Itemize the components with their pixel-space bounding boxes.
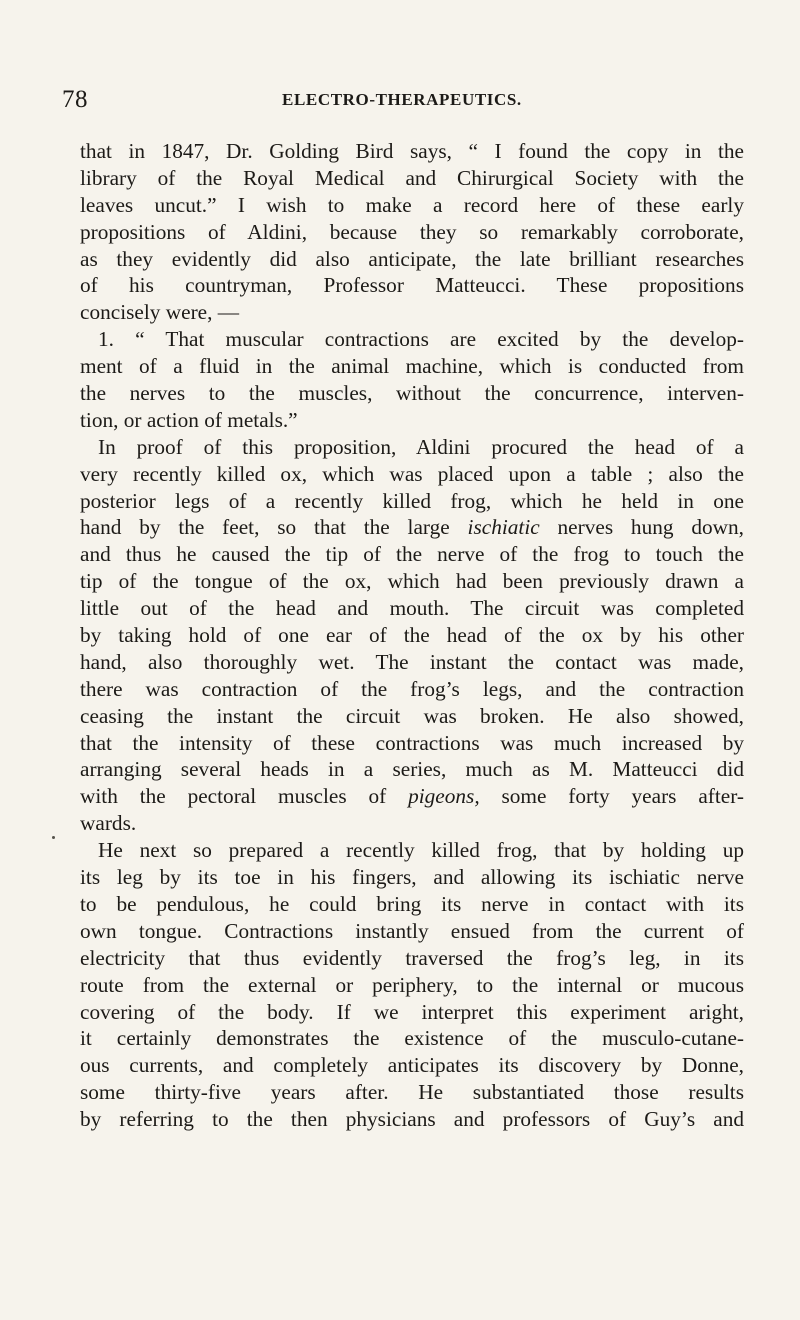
text-line: ceasing the instant the circuit was broken. He also showed, [80, 703, 744, 728]
running-title: ELECTRO-THERAPEUTICS. [282, 90, 522, 109]
text-line [80, 783, 744, 810]
text-line: covering of the body. If we interpret this experiment aright, [80, 999, 744, 1024]
text-line: to be pendulous, he could bring its nerve in contact with its [80, 891, 744, 916]
running-head [62, 86, 732, 116]
text-segment: some forty years after- [479, 784, 744, 809]
numbered-proposition: 1. “ That muscular contractions are excited by the develop- [98, 327, 744, 352]
text-line: by taking hold of one ear of the head of the ox by his other [80, 623, 744, 648]
text-line: ment of a fluid in the animal machine, which is conducted from [80, 354, 744, 379]
text-segment: hand by the feet, so that the large [80, 515, 468, 540]
paragraph-start: He next so prepared a recently killed frog, that by holding up [98, 838, 744, 863]
text-line: its leg by its toe in his fingers, and allowing its ischiatic nerve [80, 865, 744, 890]
page-number: 78 [62, 86, 88, 113]
text-line: route from the external or periphery, to the internal or mucous [80, 972, 744, 997]
text-line: tip of the tongue of the ox, which had been previously drawn a [80, 569, 744, 594]
text-line [80, 514, 744, 541]
text-line: posterior legs of a recently killed frog, which he held in one [80, 488, 744, 513]
text-line: and thus he caused the tip of the nerve of the frog to touch the [80, 542, 744, 567]
italic-term: ischiatic [467, 515, 540, 540]
paragraph-start: In proof of this proposition, Aldini procured the head of a [98, 434, 744, 459]
italic-term: pigeons, [408, 784, 480, 809]
text-line: concisely were, — [80, 300, 240, 325]
text-line: that in 1847, Dr. Golding Bird says, “ I found the copy in the [80, 139, 744, 163]
text-line: by referring to the then physicians and professors of Guy’s and [80, 1107, 744, 1132]
text-line: tion, or action of metals.” [80, 407, 298, 432]
text-line: of his countryman, Professor Matteucci. These propositions [80, 273, 744, 298]
margin-dot [52, 836, 55, 839]
text-line: some thirty-five years after. He substantiated those results [80, 1080, 744, 1105]
text-line: hand, also thoroughly wet. The instant the contact was made, [80, 649, 744, 674]
text-line: library of the Royal Medical and Chirurgical Society with the [80, 165, 744, 190]
body-text [80, 138, 744, 1133]
text-line: ous currents, and completely anticipates its discovery by Donne, [80, 1053, 744, 1078]
text-line: leaves uncut.” I wish to make a record here of these early [80, 192, 744, 217]
text-segment: with the pectoral muscles of [80, 784, 409, 809]
text-line: arranging several heads in a series, much as M. Matteucci did [80, 757, 744, 782]
text-segment: nerves hung down, [539, 515, 744, 540]
text-line: little out of the head and mouth. The circuit was completed [80, 596, 744, 621]
text-line: as they evidently did also anticipate, the late brilliant researches [80, 246, 744, 271]
text-line: wards. [80, 811, 137, 836]
text-line: it certainly demonstrates the existence of the musculo-cutane- [80, 1026, 744, 1051]
text-line: electricity that thus evidently traversed the frog’s leg, in its [80, 945, 744, 970]
text-line: propositions of Aldini, because they so remarkably corroborate, [80, 219, 744, 244]
text-line: very recently killed ox, which was placed upon a table ; also the [80, 461, 744, 486]
text-line: that the intensity of these contractions was much increased by [80, 730, 744, 755]
text-line: own tongue. Contractions instantly ensued from the current of [80, 918, 744, 943]
text-line: the nerves to the muscles, without the concurrence, interven- [80, 381, 744, 406]
text-line: there was contraction of the frog’s legs, and the contraction [80, 676, 744, 701]
